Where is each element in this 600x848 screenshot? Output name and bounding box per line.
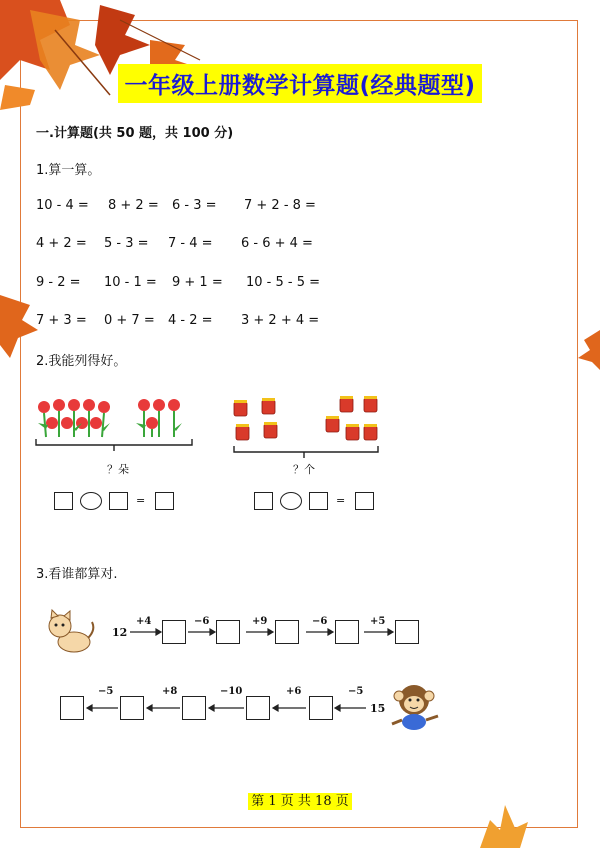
answer-box[interactable] bbox=[54, 492, 73, 510]
equals-sign: = bbox=[336, 494, 346, 507]
chain1-answer-box[interactable] bbox=[395, 620, 419, 644]
chain2-op: −5 bbox=[98, 686, 114, 697]
operator-circle[interactable] bbox=[80, 492, 102, 510]
equation: 6 - 6 + 4 = bbox=[241, 236, 313, 251]
page-footer bbox=[0, 790, 600, 809]
page-title: 一年级上册数学计算题(经典题型) bbox=[118, 64, 481, 103]
operator-circle[interactable] bbox=[280, 492, 302, 510]
chain1-answer-box[interactable] bbox=[275, 620, 299, 644]
equation: 9 + 1 = bbox=[172, 275, 223, 290]
equation: 7 + 2 - 8 = bbox=[244, 198, 316, 213]
chain2-arrows bbox=[84, 696, 374, 720]
answer-box[interactable] bbox=[309, 492, 328, 510]
equation: 8 + 2 = bbox=[108, 198, 159, 213]
chain1-op: +4 bbox=[136, 616, 152, 627]
chain1-answer-box[interactable] bbox=[162, 620, 186, 644]
equation: 3 + 2 + 4 = bbox=[241, 313, 320, 328]
answer-box[interactable] bbox=[355, 492, 374, 510]
cups-illustration bbox=[230, 392, 382, 458]
equation: 10 - 5 - 5 = bbox=[246, 275, 321, 290]
chain2-op: +6 bbox=[286, 686, 302, 697]
chain1-op: −6 bbox=[194, 616, 210, 627]
equals-sign: = bbox=[136, 494, 146, 507]
question-3-label: 3.看谁都算对. bbox=[36, 567, 118, 582]
flowers-caption: ？朵 bbox=[107, 463, 129, 476]
equation: 0 + 7 = bbox=[104, 313, 155, 328]
maple-leaf-left-middle bbox=[0, 290, 40, 360]
cups-caption: ？个 bbox=[293, 463, 315, 476]
equation: 4 + 2 = bbox=[36, 236, 87, 251]
page-number: 第 1 页 共 18 页 bbox=[248, 793, 351, 810]
chain1-op: −6 bbox=[312, 616, 328, 627]
answer-box[interactable] bbox=[155, 492, 174, 510]
chain2-answer-box[interactable] bbox=[60, 696, 84, 720]
cat-illustration bbox=[44, 608, 96, 656]
question-1-label: 1.算一算。 bbox=[36, 163, 101, 178]
chain1-start: 12 bbox=[112, 626, 128, 639]
chain1-answer-box[interactable] bbox=[216, 620, 240, 644]
chain1-answer-box[interactable] bbox=[335, 620, 359, 644]
chain2-start: 15 bbox=[370, 702, 386, 715]
equation: 7 + 3 = bbox=[36, 313, 87, 328]
equation: 7 - 4 = bbox=[168, 236, 213, 251]
monkey-illustration bbox=[388, 680, 444, 732]
equation: 9 - 2 = bbox=[36, 275, 81, 290]
flowers-illustration bbox=[34, 393, 194, 455]
equation: 5 - 3 = bbox=[104, 236, 149, 251]
equation: 4 - 2 = bbox=[168, 313, 213, 328]
answer-box[interactable] bbox=[109, 492, 128, 510]
section-heading: 一.计算题(共 50 题，共 100 分) bbox=[36, 126, 234, 141]
question-2-label: 2.我能列得好。 bbox=[36, 354, 127, 369]
chain1-op: +5 bbox=[370, 616, 386, 627]
equation: 10 - 1 = bbox=[104, 275, 157, 290]
equation: 6 - 3 = bbox=[172, 198, 217, 213]
equation: 10 - 4 = bbox=[36, 198, 89, 213]
chain2-op: −10 bbox=[220, 686, 243, 697]
chain2-op: −5 bbox=[348, 686, 364, 697]
chain1-op: +9 bbox=[252, 616, 268, 627]
maple-leaf-right-middle bbox=[576, 330, 600, 370]
chain2-op: +8 bbox=[162, 686, 178, 697]
answer-box[interactable] bbox=[254, 492, 273, 510]
